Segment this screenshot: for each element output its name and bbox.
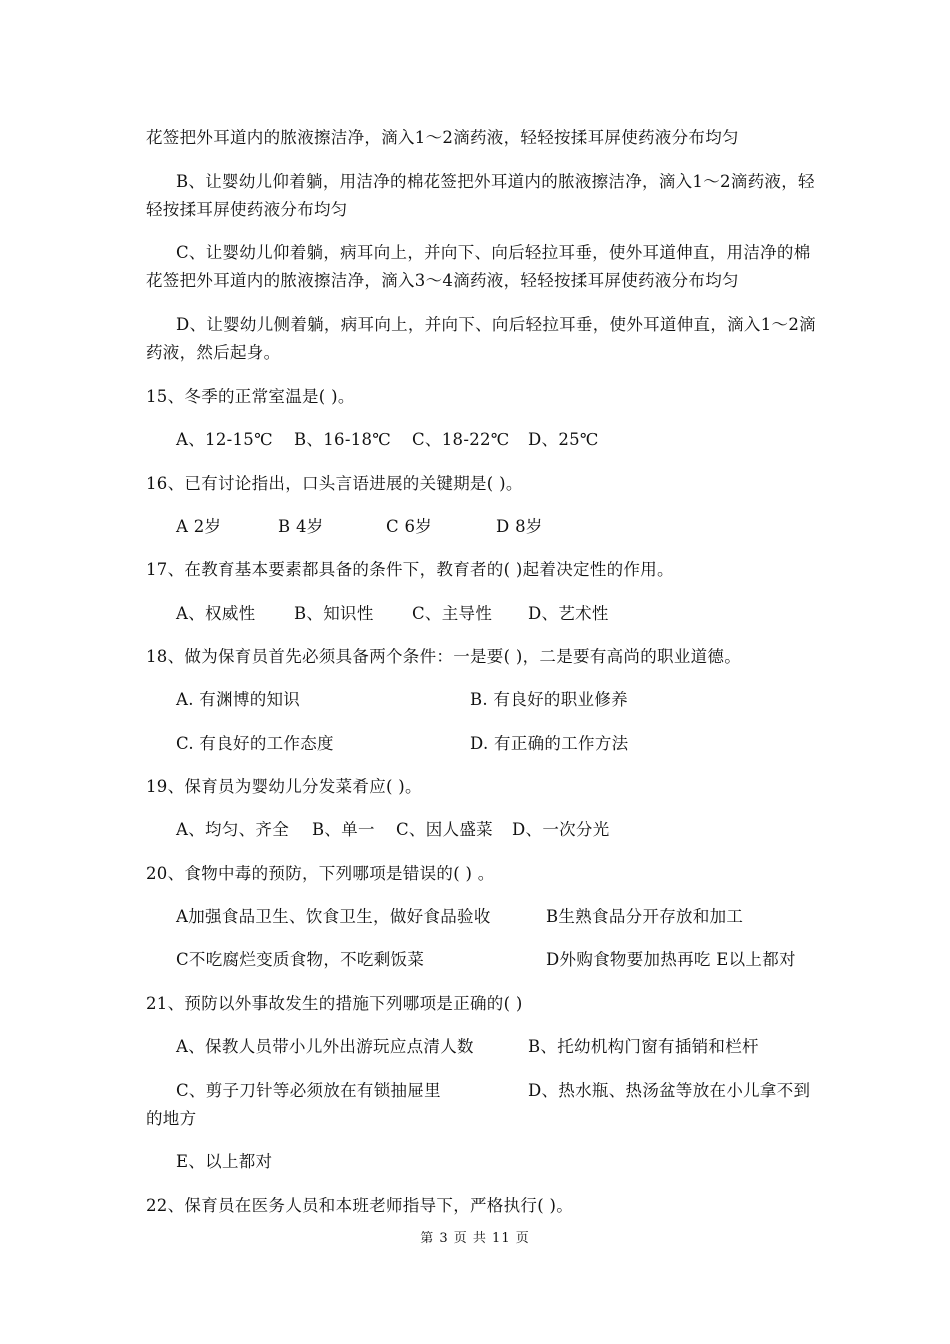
q15-option-b: B、16-18℃	[294, 430, 392, 449]
q14-option-b-line1: B、让婴幼儿仰着躺，用洁净的棉花签把外耳道内的脓液擦洁净，滴入1～2滴药液，轻	[176, 172, 815, 191]
q17-option-d: D、艺术性	[528, 604, 609, 623]
q19-option-b: B、单一	[312, 820, 375, 839]
q14-option-d-line2: 药液，然后起身。	[146, 343, 281, 362]
q18-option-d: D. 有正确的工作方法	[470, 734, 629, 753]
q14-option-c-line2: 花签把外耳道内的脓液擦洁净，滴入3～4滴药液，轻轻按揉耳屏使药液分布均匀	[146, 271, 739, 290]
q16-option-a: A 2岁	[176, 517, 222, 536]
q16-option-d: D 8岁	[496, 517, 543, 536]
q17-option-a: A、权威性	[176, 604, 256, 623]
q19-option-d: D、一次分光	[512, 820, 610, 839]
q21-option-b: B、托幼机构门窗有插销和栏杆	[528, 1037, 759, 1056]
q22-question: 22、保育员在医务人员和本班老师指导下，严格执行( )。	[146, 1196, 574, 1215]
q21-option-d-tail: 的地方	[146, 1109, 197, 1128]
q17-question: 17、在教育基本要素都具备的条件下，教育者的( )起着决定性的作用。	[146, 560, 674, 579]
q21-question: 21、预防以外事故发生的措施下列哪项是正确的( )	[146, 994, 523, 1013]
q16-option-c: C 6岁	[386, 517, 433, 536]
q19-option-c: C、因人盛菜	[396, 820, 493, 839]
q19-option-a: A、均匀、齐全	[176, 820, 290, 839]
q18-question: 18、做为保育员首先必须具备两个条件：一是要( )，二是要有高尚的职业道德。	[146, 647, 742, 666]
q21-option-e: E、以上都对	[176, 1152, 273, 1171]
q14-option-c-line1: C、让婴幼儿仰着躺，病耳向上，并向下、向后轻拉耳垂，使外耳道伸直，用洁净的棉	[176, 243, 811, 262]
q19-question: 19、保育员为婴幼儿分发菜肴应( )。	[146, 777, 422, 796]
q21-option-d: D、热水瓶、热汤盆等放在小儿拿不到	[528, 1081, 811, 1100]
q14-option-b-line2: 轻按揉耳屏使药液分布均匀	[146, 200, 348, 219]
page-footer: 第 3 页 共 11 页	[420, 1231, 530, 1246]
q20-option-d-e: D外购食物要加热再吃 E以上都对	[546, 950, 796, 969]
q20-option-b: B生熟食品分开存放和加工	[546, 907, 744, 926]
q16-option-b: B 4岁	[278, 517, 324, 536]
q18-option-b: B. 有良好的职业修养	[470, 690, 628, 709]
q14-option-d-line1: D、让婴幼儿侧着躺，病耳向上，并向下、向后轻拉耳垂，使外耳道伸直，滴入1～2滴	[176, 315, 816, 334]
q18-option-c: C. 有良好的工作态度	[176, 734, 334, 753]
q15-option-a: A、12-15℃	[176, 430, 273, 449]
q15-question: 15、冬季的正常室温是( )。	[146, 387, 355, 406]
q21-option-c: C、剪子刀针等必须放在有锁抽屉里	[176, 1081, 441, 1100]
q20-option-c: C不吃腐烂变质食物，不吃剩饭菜	[176, 950, 425, 969]
q16-question: 16、已有讨论指出，口头言语进展的关键期是( )。	[146, 474, 523, 493]
q21-option-a: A、保教人员带小儿外出游玩应点清人数	[176, 1037, 474, 1056]
q14-option-a-tail: 花签把外耳道内的脓液擦洁净，滴入1～2滴药液，轻轻按揉耳屏使药液分布均匀	[146, 128, 739, 147]
q18-option-a: A. 有渊博的知识	[176, 690, 301, 709]
q15-option-c: C、18-22℃	[412, 430, 510, 449]
q17-option-c: C、主导性	[412, 604, 493, 623]
q17-option-b: B、知识性	[294, 604, 374, 623]
q20-option-a: A加强食品卫生、饮食卫生，做好食品验收	[176, 907, 491, 926]
q20-question: 20、食物中毒的预防，下列哪项是错误的( ) 。	[146, 864, 495, 883]
q15-option-d: D、25℃	[528, 430, 599, 449]
